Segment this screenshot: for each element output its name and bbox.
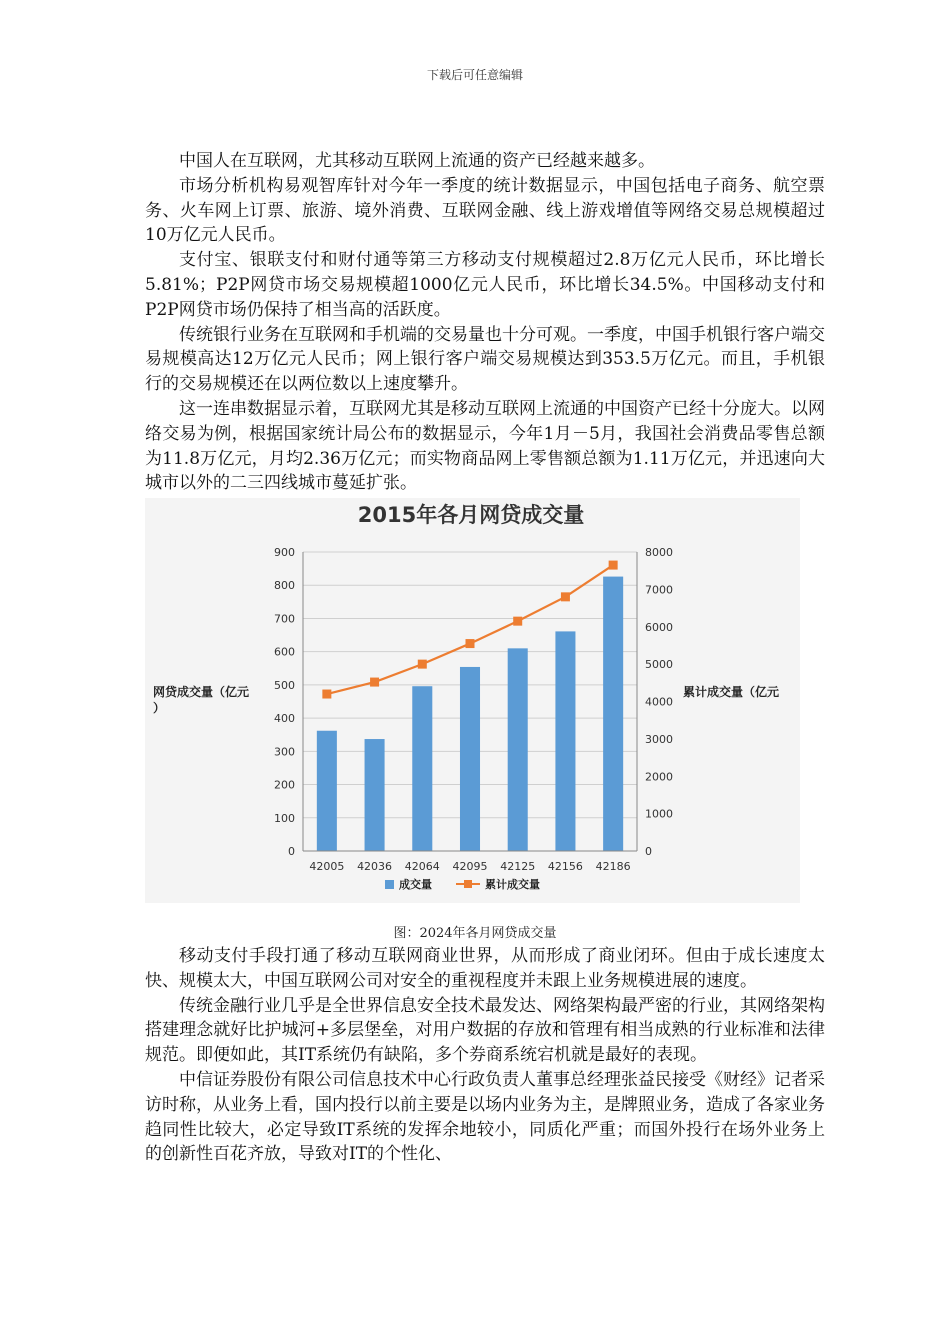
y-left-tick-label: 600 [274,645,295,659]
chart-canvas [145,498,800,903]
x-tick-label: 42095 [452,860,488,873]
paragraph: 移动支付手段打通了移动互联网商业世界，从而形成了商业闭环。但由于成长速度太快、规模太大，中国互联网公司对安全的重视程度并未跟上业务规模进展的速度。 [145,946,825,991]
y-left-tick-label: 100 [274,811,295,825]
bar [412,686,432,851]
x-tick-label: 42156 [547,860,583,873]
y-right-tick-label: 3000 [645,732,673,746]
bar [317,731,337,851]
y-axis-left-label: 网贷成交量（亿元 ） [153,685,250,715]
y-right-tick-label: 6000 [645,620,673,634]
paragraph: 中国人在互联网，尤其移动互联网上流通的资产已经越来越多。 [179,151,655,171]
legend-label: 成交量 [399,878,432,891]
x-tick-label: 42036 [357,860,393,873]
y-left-tick-label: 800 [274,579,295,593]
y-right-tick-label: 8000 [645,546,673,559]
y-right-tick-label: 4000 [645,695,673,709]
legend-swatch-marker [464,880,472,888]
y-left-tick-label: 900 [274,546,295,559]
y-right-tick-label: 5000 [645,658,673,672]
page-header: 下载后可任意编辑 [426,68,523,82]
line-point [418,660,427,669]
y-left-tick-label: 300 [274,745,295,759]
paragraph: 这一连串数据显示着，互联网尤其是移动互联网上流通的中国资产已经十分庞大。以网络交易为例，根据国家统计局公布的数据显示，今年1月－5月，我国社会消费品零售总额为11.8万亿元，月均2.36万亿元；而实物商品网上零售额总额为1.11万亿元，并迅速向大城市以外的二三四线城市蔓延扩张。 [145,398,825,494]
y-right-tick-label: 0 [645,845,652,858]
y-left-tick-label: 400 [274,712,295,726]
bar [555,631,575,851]
line-point [561,592,570,601]
legend-label: 累计成交量 [485,878,540,891]
x-tick-label: 42064 [404,860,440,873]
y-left-tick-label: 700 [274,612,295,626]
paragraph: 市场分析机构易观智库针对今年一季度的统计数据显示，中国包括电子商务、航空票务、火车网上订票、旅游、境外消费、互联网金融、线上游戏增值等网络交易总规模超过10万亿元人民币。 [145,175,825,246]
x-tick-label: 42186 [595,860,631,873]
y-axis-right-label: 累计成交量（亿元 [683,685,780,699]
paragraph: 中信证券股份有限公司信息技术中心行政负责人董事总经理张益民接受《财经》记者采访时称，从业务上看，国内投行以前主要是以场内业务为主，是牌照业务，造成了各家业务趋同性比较大，必定导致IT系统的发挥余地较小，同质化严重；而国外投行在场外业务上的创新性百花齐放，导致对IT的个性化、 [145,1069,825,1165]
line-point [513,617,522,626]
legend-swatch-bar [385,880,394,889]
x-tick-label: 42125 [500,860,536,873]
body-text-top [145,149,825,496]
chart-title: 2015年各月网贷成交量 [357,503,585,527]
bar [508,648,528,851]
bar [603,577,623,851]
loan-volume-chart [145,498,800,903]
line-point [322,690,331,699]
line-point [609,561,618,570]
y-right-tick-label: 1000 [645,807,673,821]
bar [460,667,480,851]
paragraph: 传统银行业务在互联网和手机端的交易量也十分可观。一季度，中国手机银行客户端交易规模高达12万亿元人民币；网上银行客户端交易规模达到353.5万亿元。而且，手机银行的交易规模还在以两位数以上速度攀升。 [145,324,825,395]
body-text-bottom [145,944,825,1167]
y-right-tick-label: 7000 [645,583,673,597]
y-left-tick-label: 500 [274,678,295,692]
figure-caption: 图：2024年各月网贷成交量 [393,926,557,941]
y-right-tick-label: 2000 [645,770,673,784]
y-left-tick-label: 200 [274,778,295,792]
line-point [466,639,475,648]
line-point [370,678,379,687]
y-left-tick-label: 0 [288,845,295,858]
paragraph: 支付宝、银联支付和财付通等第三方移动支付规模超过2.8万亿元人民币，环比增长5.81%；P2P网贷市场交易规模超1000亿元人民币，环比增长34.5%。中国移动支付和P2P网贷市场仍保持了相当高的活跃度。 [145,250,825,320]
paragraph: 传统金融行业几乎是全世界信息安全技术最发达、网络架构最严密的行业，其网络架构搭建理念就好比护城河+多层堡垒，对用户数据的存放和管理有相当成熟的行业标准和法律规范。即便如此，其IT系统仍有缺陷，多个券商系统宕机就是最好的表现。 [145,995,825,1066]
x-tick-label: 42005 [309,860,345,873]
bar [365,739,385,851]
